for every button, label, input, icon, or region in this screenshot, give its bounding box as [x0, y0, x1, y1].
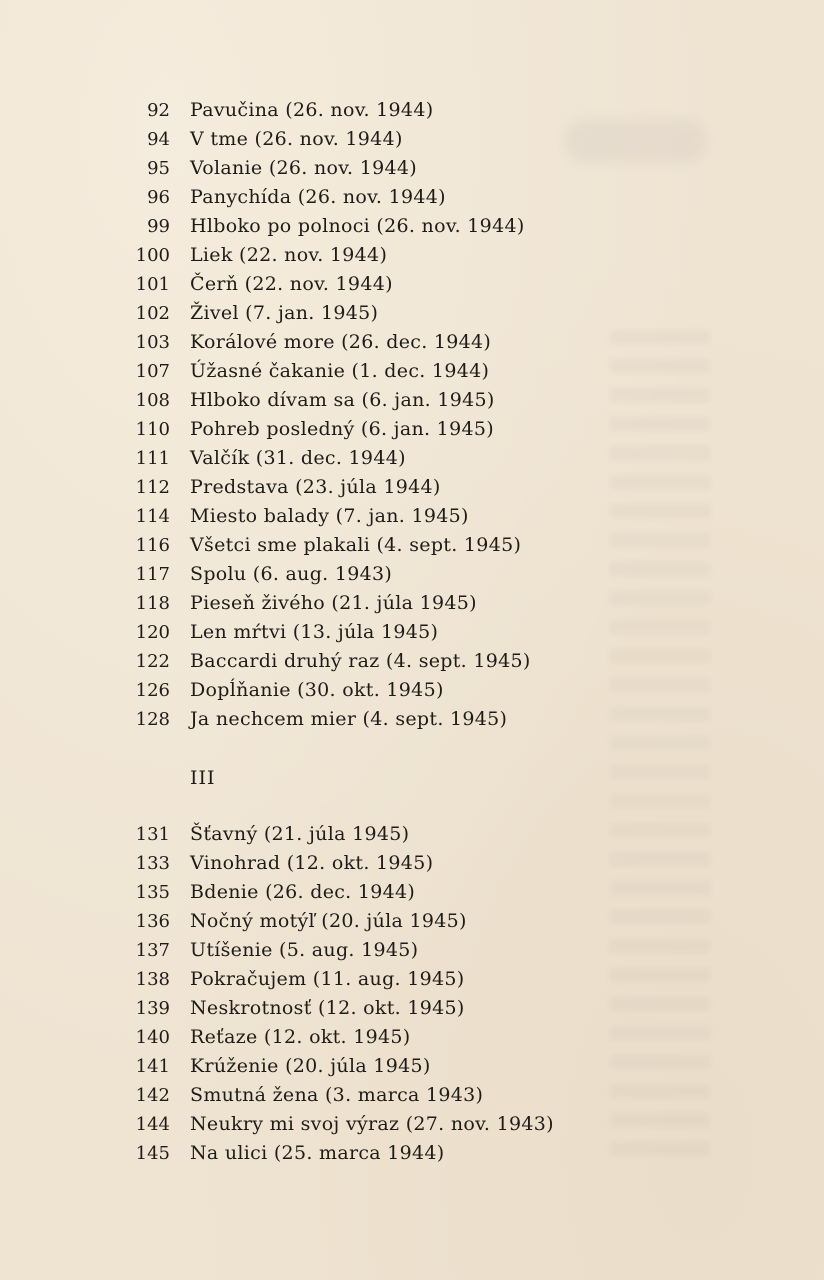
- poem-title: Šťavný (21. júla 1945): [190, 823, 410, 845]
- poem-title: Miesto balady (7. jan. 1945): [190, 505, 469, 527]
- page-number: 141: [135, 1056, 170, 1077]
- page-number: 131: [135, 824, 170, 845]
- section-heading: III: [190, 767, 216, 789]
- page-number: 92: [147, 100, 170, 121]
- page-number: 117: [135, 564, 170, 585]
- toc-entry: [128, 820, 648, 849]
- toc-entry: [128, 618, 648, 647]
- page-number: 128: [135, 709, 170, 730]
- page-number: 138: [135, 969, 170, 990]
- poem-title: Pokračujem (11. aug. 1945): [190, 968, 465, 990]
- toc-entry: [128, 878, 648, 907]
- page-number: 116: [135, 535, 170, 556]
- poem-title: Pavučina (26. nov. 1944): [190, 99, 434, 121]
- page-number: 126: [135, 680, 170, 701]
- page-number: 137: [135, 940, 170, 961]
- poem-title: Krúženie (20. júla 1945): [190, 1055, 431, 1077]
- toc-entry: [128, 1081, 648, 1110]
- page-number: 118: [135, 593, 170, 614]
- page-number: 145: [135, 1143, 170, 1164]
- toc-entry: [128, 502, 648, 531]
- toc-entry: [128, 994, 648, 1023]
- poem-title: Všetci sme plakali (4. sept. 1945): [190, 534, 522, 556]
- page-number: 101: [135, 274, 170, 295]
- poem-title: Na ulici (25. marca 1944): [190, 1142, 445, 1164]
- toc-entry: [128, 1139, 648, 1168]
- poem-title: Hlboko po polnoci (26. nov. 1944): [190, 215, 525, 237]
- toc-entry: [128, 125, 648, 154]
- toc-entry: [128, 473, 648, 502]
- poem-title: Pohreb posledný (6. jan. 1945): [190, 418, 494, 440]
- page-number: 139: [135, 998, 170, 1019]
- poem-title: Vinohrad (12. okt. 1945): [190, 852, 434, 874]
- poem-title: Pieseň živého (21. júla 1945): [190, 592, 477, 614]
- page-number: 120: [135, 622, 170, 643]
- toc-entry: [128, 647, 648, 676]
- page-number: 96: [147, 187, 170, 208]
- page-number: 133: [135, 853, 170, 874]
- toc-entry: [128, 705, 648, 734]
- page-number: 135: [135, 882, 170, 903]
- toc-entry: [128, 1052, 648, 1081]
- toc-entry: [128, 849, 648, 878]
- page-number: 122: [135, 651, 170, 672]
- poem-title: Utíšenie (5. aug. 1945): [190, 939, 419, 961]
- page-number: 94: [147, 129, 170, 150]
- toc-section-iii: [128, 820, 648, 1168]
- toc-entry: [128, 589, 648, 618]
- poem-title: Neskrotnosť (12. okt. 1945): [190, 997, 465, 1019]
- toc-entry: [128, 96, 648, 125]
- toc-entry: [128, 444, 648, 473]
- poem-title: Úžasné čakanie (1. dec. 1944): [190, 360, 490, 382]
- page-number: 99: [147, 216, 170, 237]
- page-number: 110: [135, 419, 170, 440]
- page-number: 142: [135, 1085, 170, 1106]
- poem-title: Čerň (22. nov. 1944): [190, 273, 393, 295]
- page-number: 102: [135, 303, 170, 324]
- toc-entry: [128, 531, 648, 560]
- poem-title: Korálové more (26. dec. 1944): [190, 331, 492, 353]
- poem-title: Spolu (6. aug. 1943): [190, 563, 393, 585]
- toc-entry: [128, 241, 648, 270]
- page-number: 140: [135, 1027, 170, 1048]
- toc-entry: [128, 560, 648, 589]
- poem-title: Panychída (26. nov. 1944): [190, 186, 446, 208]
- page-number: 103: [135, 332, 170, 353]
- toc-entry: [128, 1110, 648, 1139]
- poem-title: V tme (26. nov. 1944): [190, 128, 403, 150]
- poem-title: Reťaze (12. okt. 1945): [190, 1026, 411, 1048]
- page-number: 111: [135, 448, 170, 469]
- toc-entry: [128, 386, 648, 415]
- toc-entry: [128, 299, 648, 328]
- poem-title: Predstava (23. júla 1944): [190, 476, 441, 498]
- poem-title: Nočný motýľ (20. júla 1945): [190, 910, 467, 932]
- poem-title: Volanie (26. nov. 1944): [190, 157, 417, 179]
- toc-entry: [128, 936, 648, 965]
- toc-section-ii: [128, 96, 648, 734]
- page-number: 95: [147, 158, 170, 179]
- toc-entry: [128, 183, 648, 212]
- poem-title: Dopĺňanie (30. okt. 1945): [190, 679, 444, 701]
- poem-title: Ja nechcem mier (4. sept. 1945): [190, 708, 508, 730]
- toc-entry: [128, 154, 648, 183]
- toc-entry: [128, 907, 648, 936]
- toc-entry: [128, 357, 648, 386]
- toc-entry: [128, 676, 648, 705]
- page-number: 114: [135, 506, 170, 527]
- toc-entry: [128, 328, 648, 357]
- toc-entry: [128, 270, 648, 299]
- poem-title: Hlboko dívam sa (6. jan. 1945): [190, 389, 495, 411]
- toc-entry: [128, 965, 648, 994]
- poem-title: Len mŕtvi (13. júla 1945): [190, 621, 439, 643]
- poem-title: Valčík (31. dec. 1944): [190, 447, 406, 469]
- poem-title: Neukry mi svoj výraz (27. nov. 1943): [190, 1113, 554, 1135]
- poem-title: Baccardi druhý raz (4. sept. 1945): [190, 650, 531, 672]
- poem-title: Živel (7. jan. 1945): [190, 302, 379, 324]
- toc-entry: [128, 1023, 648, 1052]
- poem-title: Bdenie (26. dec. 1944): [190, 881, 416, 903]
- page-number: 136: [135, 911, 170, 932]
- page-number: 112: [135, 477, 170, 498]
- page-number: 107: [135, 361, 170, 382]
- page-number: 144: [135, 1114, 170, 1135]
- page-number: 100: [135, 245, 170, 266]
- poem-title: Liek (22. nov. 1944): [190, 244, 388, 266]
- table-of-contents: [128, 96, 648, 1168]
- page-number: 108: [135, 390, 170, 411]
- toc-entry: [128, 212, 648, 241]
- poem-title: Smutná žena (3. marca 1943): [190, 1084, 484, 1106]
- toc-entry: [128, 415, 648, 444]
